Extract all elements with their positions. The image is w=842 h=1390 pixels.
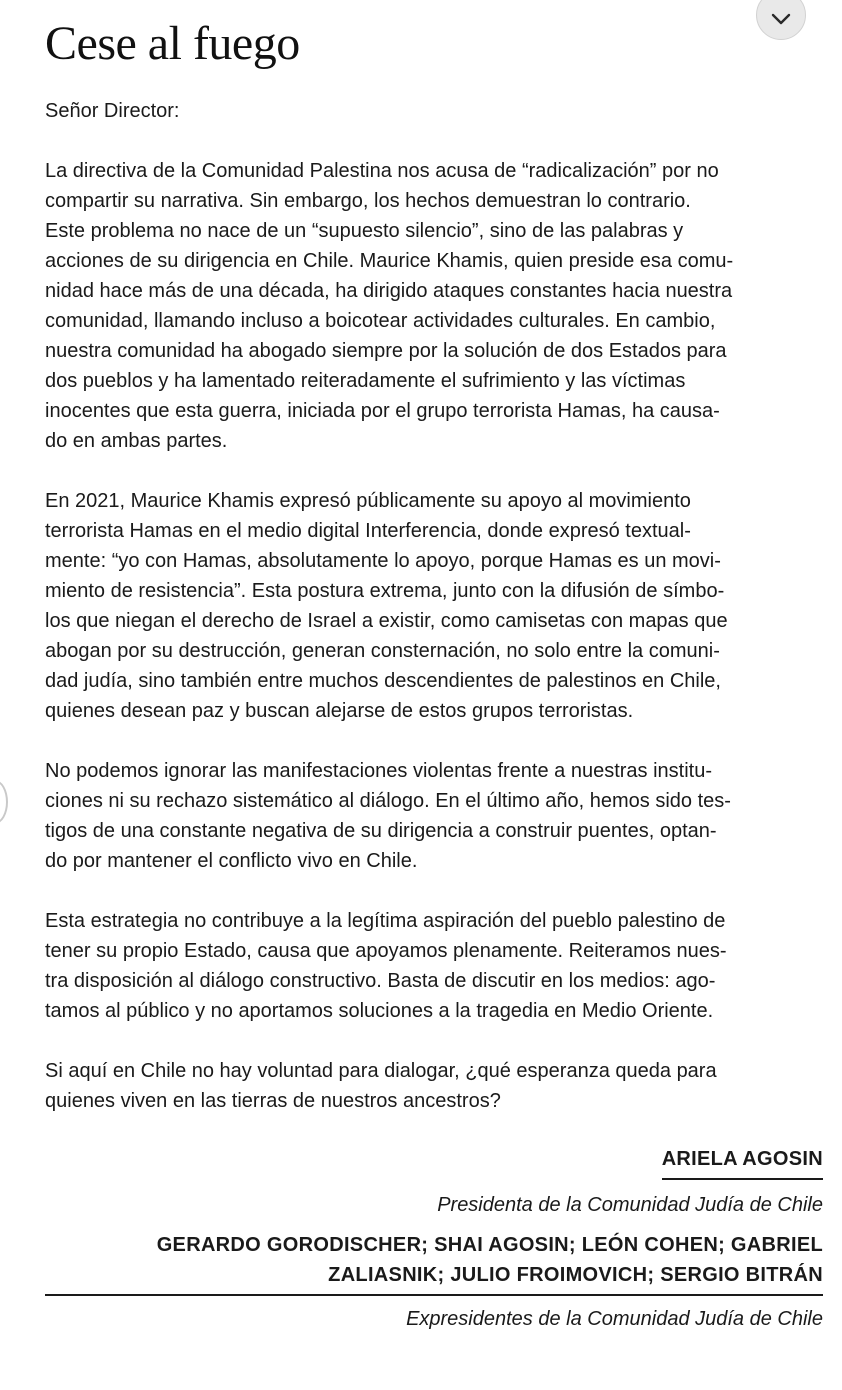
article-title: Cese al fuego xyxy=(45,17,300,70)
paragraph-line: La directiva de la Comunidad Palestina nos acusa de “radicalización” por no xyxy=(45,160,719,182)
signature-group-line: GERARDO GORODISCHER; SHAI AGOSIN; LEÓN COHEN; GABRIEL xyxy=(156,1234,823,1256)
paragraph-line: En 2021, Maurice Khamis expresó públicamente su apoyo al movimiento xyxy=(45,490,691,512)
signature-group-line: ZALIASNIK; JULIO FROIMOVICH; SERGIO BITRÁN xyxy=(328,1264,823,1286)
paragraph-line: nidad hace más de una década, ha dirigido ataques constantes hacia nuestra xyxy=(45,280,733,302)
signature-group-names xyxy=(45,1230,823,1296)
paragraph-line: abogan por su destrucción, generan consternación, no solo entre la comuni- xyxy=(45,640,720,662)
paragraph-line: acciones de su dirigencia en Chile. Maurice Khamis, quien preside esa comu- xyxy=(45,250,734,272)
paragraph-line: do por mantener el conflicto vivo en Chile. xyxy=(45,850,418,872)
body-paragraph xyxy=(45,756,823,876)
paragraph-line: compartir su narrativa. Sin embargo, los hechos demuestran lo contrario. xyxy=(45,190,691,212)
body-paragraph xyxy=(45,486,823,726)
body-paragraph xyxy=(45,906,823,1026)
body-paragraph xyxy=(45,1056,823,1116)
paragraph-line: terrorista Hamas en el medio digital Interferencia, donde expresó textual- xyxy=(45,520,691,542)
paragraph-line: tigos de una constante negativa de su dirigencia a construir puentes, optan- xyxy=(45,820,717,842)
paragraph-line: dos pueblos y ha lamentado reiteradamente el sufrimiento y las víctimas xyxy=(45,370,686,392)
paragraph-line: do en ambas partes. xyxy=(45,430,228,452)
side-scroll-handle[interactable] xyxy=(0,780,8,824)
paragraph-line: quienes desean paz y buscan alejarse de estos grupos terroristas. xyxy=(45,700,634,722)
paragraph-line: No podemos ignorar las manifestaciones violentas frente a nuestras institu- xyxy=(45,760,713,782)
paragraph-line: dad judía, sino también entre muchos descendientes de palestinos en Chile, xyxy=(45,670,721,692)
paragraph-line: comunidad, llamando incluso a boicotear actividades culturales. En cambio, xyxy=(45,310,716,332)
paragraph-line: Esta estrategia no contribuye a la legítima aspiración del pueblo palestino de xyxy=(45,910,726,932)
signature-primary-role: Presidenta de la Comunidad Judía de Chile xyxy=(437,1194,823,1216)
letter-article xyxy=(45,14,823,1334)
letter-body xyxy=(45,156,823,1116)
body-paragraph xyxy=(45,156,823,456)
paragraph-line: tra disposición al diálogo constructivo. Basta de discutir en los medios: ago- xyxy=(45,970,716,992)
signature-block xyxy=(45,1144,823,1334)
signature-group-role: Expresidentes de la Comunidad Judía de Chile xyxy=(406,1308,823,1330)
paragraph-line: inocentes que esta guerra, iniciada por el grupo terrorista Hamas, ha causa- xyxy=(45,400,720,422)
paragraph-line: Este problema no nace de un “supuesto silencio”, sino de las palabras y xyxy=(45,220,684,242)
paragraph-line: miento de resistencia”. Esta postura extrema, junto con la difusión de símbo- xyxy=(45,580,725,602)
paragraph-line: tamos al público y no aportamos soluciones a la tragedia en Medio Oriente. xyxy=(45,1000,714,1022)
paragraph-line: Si aquí en Chile no hay voluntad para dialogar, ¿qué esperanza queda para xyxy=(45,1060,717,1082)
paragraph-line: ciones ni su rechazo sistemático al diálogo. En el último año, hemos sido tes- xyxy=(45,790,731,812)
paragraph-line: tener su propio Estado, causa que apoyamos plenamente. Reiteramos nues- xyxy=(45,940,727,962)
paragraph-line: nuestra comunidad ha abogado siempre por la solución de dos Estados para xyxy=(45,340,727,362)
paragraph-line: mente: “yo con Hamas, absolutamente lo apoyo, porque Hamas es un movi- xyxy=(45,550,721,572)
salutation: Señor Director: xyxy=(45,100,180,122)
paragraph-line: los que niegan el derecho de Israel a existir, como camisetas con mapas que xyxy=(45,610,728,632)
signature-primary-name: ARIELA AGOSIN xyxy=(662,1144,823,1180)
paragraph-line: quienes viven en las tierras de nuestros ancestros? xyxy=(45,1090,501,1112)
